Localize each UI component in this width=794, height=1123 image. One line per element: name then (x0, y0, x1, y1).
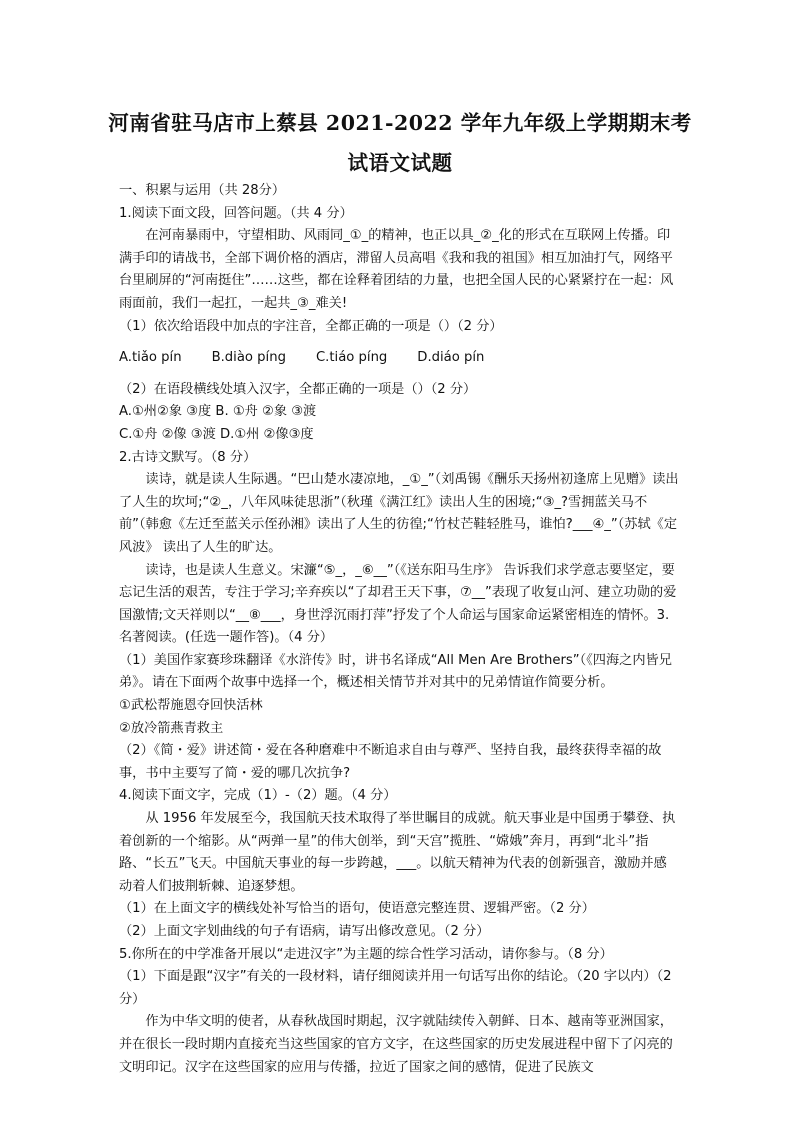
option-c: C.tiáo píng (315, 350, 388, 366)
spacer (119, 338, 679, 347)
q1-sub2-options-line1: A.①州②象 ③度 B. ①舟 ②象 ③渡 (119, 404, 317, 420)
option-a: A.tiǎo pín (119, 350, 182, 366)
q4-passage: 从 1956 年发展至今，我国航天技术取得了举世瞩目的成就。航天事业是中国勇于攀登、执着创新的一个缩影。从“两弹一星”的伟大创举，到“天宫”揽胜、“嫦娥”奔月，再到“北斗”指路、“长五”飞天。中国航天事业的每一步跨越，___。以航天精神为代表的创新强音，激励并感动着人们披荆斩棘、追逐梦想。 (119, 811, 676, 894)
q1-sub2: （2）在语段横线处填入汉字，全都正确的一项是（）（2 分） (119, 381, 477, 397)
q1-sub1-options (119, 347, 679, 370)
q3-sub1: （1）美国作家赛珍珠翻译《水浒传》时，讲书名译成“All Men Are Brothers”（《四海之内皆兄弟》。请在下面两个故事中选择一个，概述相关情节并对其中的兄弟情谊作简要分析。 (119, 652, 672, 691)
q1-stem: 1.阅读下面文段，回答问题。（共 4 分） (119, 205, 353, 221)
page-title-line2: 试语文试题 (347, 151, 453, 175)
exam-content (119, 180, 679, 1079)
q5-sub1: （1）下面是跟“汉字”有关的一段材料，请仔细阅读并用一句话写出你的结论。（20 字以内）（2 分） (119, 969, 672, 1007)
q2-paragraph1: 读诗，就是读人生际遇。“巴山楚水凄凉地，_①_”（刘禹锡《酬乐天扬州初逢席上见赠》读出了人生的坎坷;“②_，八年风味徒思浙”（秋瑾《满江红》读出人生的困境;“③_?雪拥蓝关马不前”（韩愈《左迁至蓝关示侄孙湘》读出了人生的彷徨;“竹杖芒鞋轻胜马，谁怕?___④_”（苏轼《定风波》 读出了人生的旷达。 (119, 472, 679, 555)
q5-stem: 5.你所在的中学准备开展以“走进汉字”为主题的综合性学习活动，请你参与。（8 分） (119, 946, 613, 962)
q2-paragraph2: 读诗，也是读人生意义。宋濂“⑤_，_⑥__”（《送东阳马生序》 告诉我们求学意志要坚定，要忘记生活的艰苦，专注于学习;辛弃疾以“了却君王天下事，⑦__”表现了收复山河、建立功勋的爱国激情;文天祥则以“__⑧___，身世浮沉雨打萍”抒发了个人命运与国家命运紧密相连的情怀。3.名著阅读。(任选一题作答)。（4 分） (119, 562, 677, 646)
q5-passage: 作为中华文明的使者，从春秋战国时期起，汉字就陆续传入朝鲜、日本、越南等亚洲国家，并在很长一段时期内直接充当这些国家的官方文字，在这些国家的历史发展进程中留下了闪亮的文明印记。汉字在这些国家的应用与传播，拉近了国家之间的感情，促进了民族文 (119, 1014, 673, 1075)
q3-story1: ①武松帮施恩夺回快活林 (119, 698, 263, 714)
q1-sub1: （1）依次给语段中加点的字注音，全都正确的一项是（）（2 分） (119, 318, 503, 334)
q3-sub2: （2）《简・爱》讲述简・爱在各种磨难中不断追求自由与尊严、坚持自我，最终获得幸福的故事，书中主要写了简・爱的哪几次抗争? (119, 743, 662, 781)
spacer (119, 370, 679, 379)
q4-sub2: （2）上面文字划曲线的句子有语病，请写出修改意见。（2 分） (119, 924, 490, 939)
q2-stem: 2.古诗文默写。（8 分） (119, 449, 257, 465)
option-d: D.diáo pín (417, 350, 485, 366)
section-heading: 一、积累与运用（共 28分） (119, 183, 286, 198)
q4-stem: 4.阅读下面文字，完成（1）-（2）题。（4 分） (119, 788, 397, 804)
q4-sub1: （1）在上面文字的横线处补写恰当的语句，使语意完整连贯、逻辑严密。（2 分） (119, 901, 595, 917)
q3-story2: ②放冷箭燕青救主 (119, 720, 224, 736)
page-title-line1: 河南省驻马店市上蔡县 2021-2022 学年九年级上学期期末考 (108, 111, 692, 135)
q1-passage: 在河南暴雨中，守望相助、风雨同_①_的精神，也正以具_②_化的形式在互联网上传播。印满手印的请战书，全部下调价格的酒店，滞留人员高唱《我和我的祖国》相互加油打气，网络平台里刷屏的“河南挺住”……这些，都在诠释着团结的力量，也把全国人民的心紧紧拧在一起：风雨面前，我们一起扛，一起共_③_难关! (119, 228, 674, 311)
q1-sub2-options-line2: C.①舟 ②像 ③渡 D.①州 ②像③度 (119, 426, 314, 442)
option-b: B.diào píng (211, 350, 286, 366)
